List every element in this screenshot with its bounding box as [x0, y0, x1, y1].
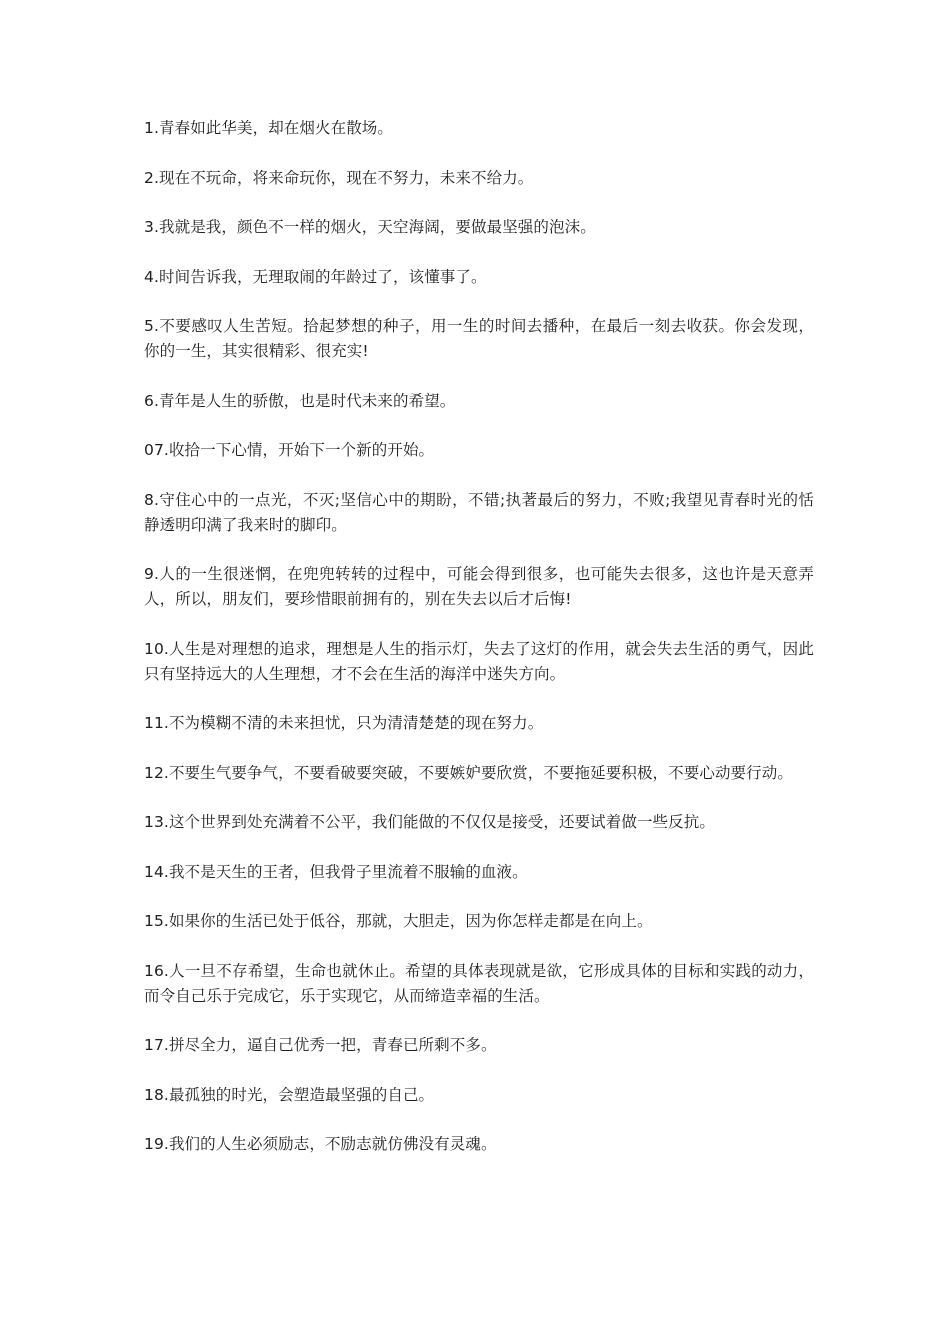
quote-item-11: 11.不为模糊不清的未来担忧，只为清清楚楚的现在努力。: [144, 714, 544, 732]
quote-item-12: 12.不要生气要争气，不要看破要突破，不要嫉妒要欣赏，不要拖延要积极，不要心动要行动。: [144, 763, 793, 782]
quote-item-19: 19.我们的人生必须励志，不励志就仿佛没有灵魂。: [144, 1135, 497, 1153]
quote-item-5: 5.不要感叹人生苦短。拾起梦想的种子，用一生的时间去播种，在最后一刻去收获。你会发现，你的一生，其实很精彩、很充实!: [144, 317, 814, 360]
quote-list: [144, 116, 814, 1182]
quote-item-15: 15.如果你的生活已处于低谷，那就，大胆走，因为你怎样走都是在向上。: [144, 912, 653, 930]
quote-item-2: 2.现在不玩命，将来命玩你，现在不努力，未来不给力。: [144, 168, 534, 187]
quote-item-7: 07.收拾一下心情，开始下一个新的开始。: [144, 441, 435, 459]
quote-item-18: 18.最孤独的时光，会塑造最坚强的自己。: [144, 1085, 435, 1104]
quote-item-10: 10.人生是对理想的追求，理想是人生的指示灯，失去了这灯的作用，就会失去生活的勇气，因此只有坚持远大的人生理想，才不会在生活的海洋中迷失方向。: [144, 639, 814, 683]
quote-item-13: 13.这个世界到处充满着不公平，我们能做的不仅仅是接受，还要试着做一些反抗。: [144, 813, 715, 831]
quote-item-4: 4.时间告诉我，无理取闹的年龄过了，该懂事了。: [144, 267, 487, 286]
quote-item-8: 8.守住心中的一点光，不灭;坚信心中的期盼，不错;执著最后的努力，不败;我望见青春时光的恬静透明印满了我来时的脚印。: [144, 490, 814, 534]
quote-item-9: 9.人的一生很迷惘，在兜兜转转的过程中，可能会得到很多，也可能失去很多，这也许是天意弄人，所以，朋友们，要珍惜眼前拥有的，别在失去以后才后悔!: [144, 565, 814, 608]
quote-item-3: 3.我就是我，颜色不一样的烟火，天空海阔，要做最坚强的泡沫。: [144, 218, 596, 236]
quote-item-17: 17.拼尽全力，逼自己优秀一把，青春已所剩不多。: [144, 1036, 497, 1054]
quote-item-14: 14.我不是天生的王者，但我骨子里流着不服输的血液。: [144, 862, 528, 881]
quote-item-6: 6.青年是人生的骄傲，也是时代未来的希望。: [144, 391, 456, 410]
quote-item-1: 1.青春如此华美，却在烟火在散场。: [144, 119, 393, 137]
quote-item-16: 16.人一旦不存希望，生命也就休止。希望的具体表现就是欲，它形成具体的目标和实践的动力，而令自己乐于完成它，乐于实现它，从而缔造幸福的生活。: [144, 961, 814, 1005]
